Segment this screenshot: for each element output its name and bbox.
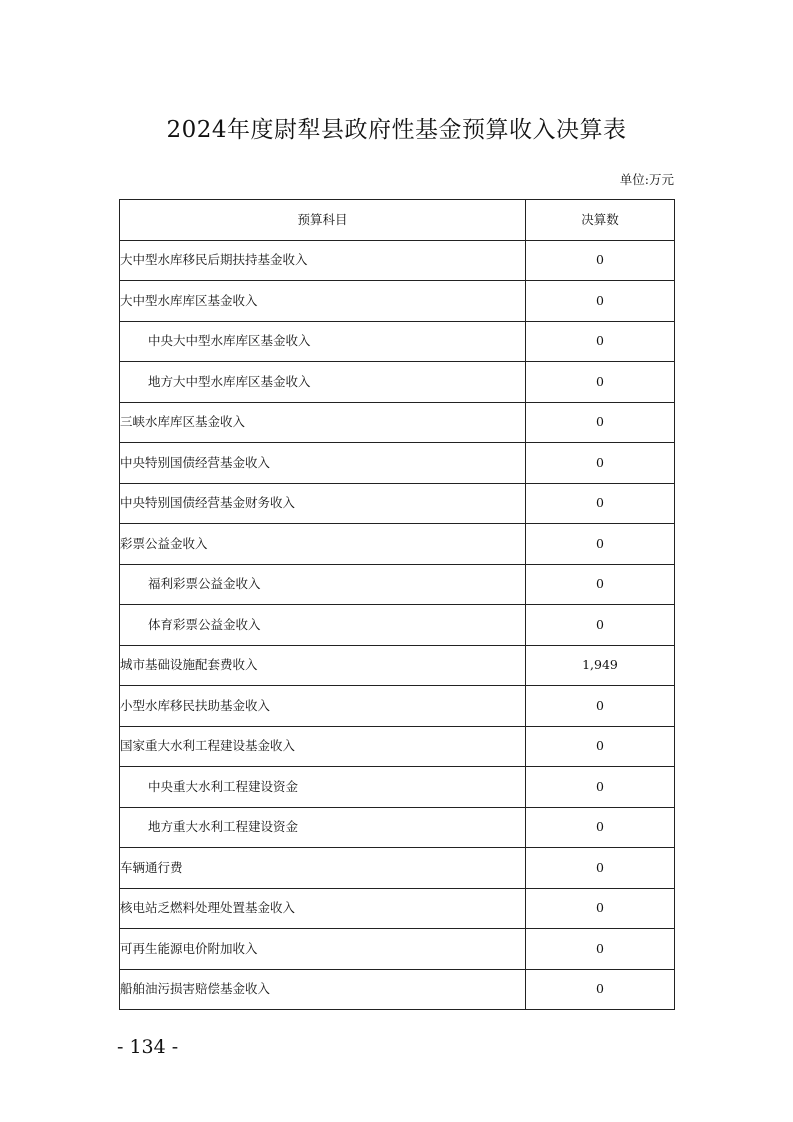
table-row	[120, 686, 675, 727]
row-subject-name: 中央大中型水库库区基金收入	[120, 321, 526, 362]
table-row	[120, 807, 675, 848]
table-row	[120, 726, 675, 767]
row-subject-name: 可再生能源电价附加收入	[120, 929, 526, 970]
header-budget-subject: 预算科目	[120, 200, 526, 241]
row-subject-name: 车辆通行费	[120, 848, 526, 889]
row-subject-name: 中央重大水利工程建设资金	[120, 767, 526, 808]
table-body	[120, 240, 675, 1010]
table-row	[120, 848, 675, 889]
row-final-amount: 0	[526, 564, 675, 605]
row-final-amount: 0	[526, 767, 675, 808]
budget-revenue-table	[119, 199, 675, 1010]
row-final-amount: 0	[526, 443, 675, 484]
header-final-amount: 决算数	[526, 200, 675, 241]
row-final-amount: 1,949	[526, 645, 675, 686]
row-final-amount: 0	[526, 726, 675, 767]
row-final-amount: 0	[526, 848, 675, 889]
row-subject-name: 中央特别国债经营基金收入	[120, 443, 526, 484]
row-final-amount: 0	[526, 483, 675, 524]
row-subject-name: 三峡水库库区基金收入	[120, 402, 526, 443]
table-row	[120, 402, 675, 443]
table-row	[120, 564, 675, 605]
row-subject-name: 地方重大水利工程建设资金	[120, 807, 526, 848]
row-final-amount: 0	[526, 240, 675, 281]
row-subject-name: 中央特别国债经营基金财务收入	[120, 483, 526, 524]
table-row	[120, 605, 675, 646]
row-subject-name: 彩票公益金收入	[120, 524, 526, 565]
table-row	[120, 483, 675, 524]
table-row	[120, 321, 675, 362]
row-subject-name: 核电站乏燃料处理处置基金收入	[120, 888, 526, 929]
row-subject-name: 船舶油污损害赔偿基金收入	[120, 969, 526, 1010]
table-header-row	[120, 200, 675, 241]
table-row	[120, 888, 675, 929]
row-final-amount: 0	[526, 524, 675, 565]
row-final-amount: 0	[526, 321, 675, 362]
row-final-amount: 0	[526, 281, 675, 322]
page-number: - 134 -	[117, 1036, 179, 1058]
row-final-amount: 0	[526, 807, 675, 848]
table-row	[120, 767, 675, 808]
table-row	[120, 362, 675, 403]
table-row	[120, 240, 675, 281]
row-final-amount: 0	[526, 402, 675, 443]
row-subject-name: 地方大中型水库库区基金收入	[120, 362, 526, 403]
row-subject-name: 小型水库移民扶助基金收入	[120, 686, 526, 727]
table-row	[120, 645, 675, 686]
row-subject-name: 国家重大水利工程建设基金收入	[120, 726, 526, 767]
table-row	[120, 929, 675, 970]
table-row	[120, 524, 675, 565]
row-subject-name: 福利彩票公益金收入	[120, 564, 526, 605]
table-row	[120, 443, 675, 484]
row-final-amount: 0	[526, 362, 675, 403]
row-subject-name: 城市基础设施配套费收入	[120, 645, 526, 686]
row-final-amount: 0	[526, 605, 675, 646]
table-row	[120, 969, 675, 1010]
unit-label: 单位:万元	[619, 172, 674, 187]
row-final-amount: 0	[526, 929, 675, 970]
row-final-amount: 0	[526, 969, 675, 1010]
row-subject-name: 大中型水库移民后期扶持基金收入	[120, 240, 526, 281]
row-final-amount: 0	[526, 888, 675, 929]
row-subject-name: 大中型水库库区基金收入	[120, 281, 526, 322]
page-title: 2024年度尉犁县政府性基金预算收入决算表	[166, 117, 627, 143]
table-row	[120, 281, 675, 322]
row-subject-name: 体育彩票公益金收入	[120, 605, 526, 646]
row-final-amount: 0	[526, 686, 675, 727]
